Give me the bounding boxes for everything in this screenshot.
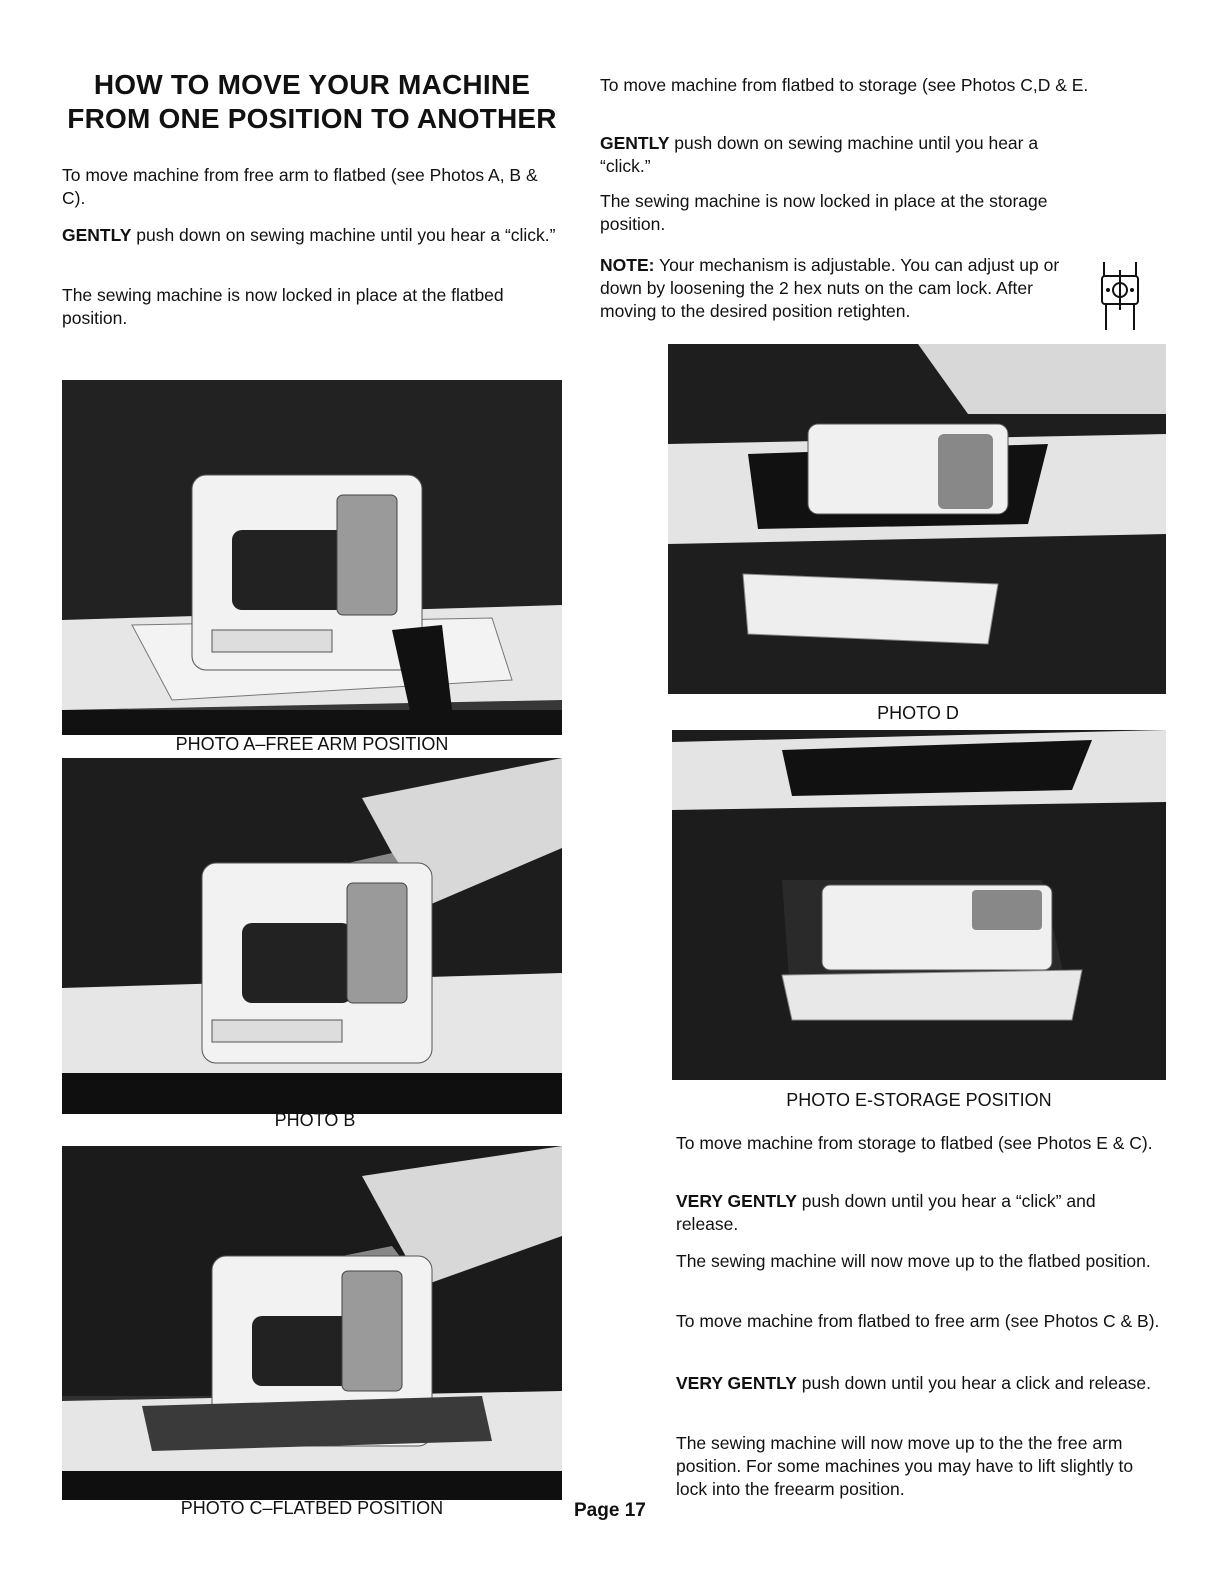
title-line-1: HOW TO MOVE YOUR MACHINE (93, 69, 531, 100)
gently-label: GENTLY (62, 225, 132, 245)
caption-photo-b: PHOTO B (274, 1110, 356, 1130)
right-para-2-text: push down on sewing machine until you hear a “click.” (600, 133, 1039, 176)
caption-photo-a: PHOTO A–FREE ARM POSITION (175, 734, 449, 754)
note-para (600, 254, 1078, 323)
page-number: Page 17 (574, 1500, 646, 1521)
cam-lock-icon (1096, 254, 1144, 334)
note-label: NOTE: (600, 255, 655, 275)
bottom-para-5 (676, 1372, 1162, 1395)
caption-photo-c: PHOTO C–FLATBED POSITION (180, 1498, 444, 1518)
note-text: Your mechanism is adjustable. You can adjust up or down by loosening the 2 hex nuts on the cam lock. After moving to the desired position retighten. (600, 255, 1060, 321)
caption-photo-e: PHOTO E-STORAGE POSITION (786, 1090, 1052, 1110)
page-title (62, 68, 562, 136)
very-gently-label: VERY GENTLY (676, 1373, 797, 1393)
bottom-para-2-text: push down until you hear a “click” and release. (676, 1191, 1096, 1234)
photo-b (62, 758, 562, 1114)
bottom-para-5-text: push down until you hear a click and release. (796, 1373, 1152, 1393)
right-para-2 (600, 132, 1090, 178)
bottom-para-6: The sewing machine will now move up to the the free arm position. For some machines you may have to lift slightly to lock into the freearm position. (676, 1433, 1134, 1499)
photo-d (668, 344, 1166, 694)
gently-label: GENTLY (600, 133, 670, 153)
photo-e (672, 730, 1166, 1080)
bottom-para-1: To move machine from storage to flatbed (see Photos E & C). (676, 1133, 1153, 1153)
bottom-para-2 (676, 1190, 1162, 1236)
left-para-1: To move machine from free arm to flatbed (see Photos A, B & C). (62, 165, 538, 208)
left-para-2-text: push down on sewing machine until you hear a “click.” (131, 225, 556, 245)
left-para-2 (62, 224, 562, 247)
right-para-1: To move machine from flatbed to storage (see Photos C,D & E. (600, 75, 1089, 95)
right-para-3: The sewing machine is now locked in place at the storage position. (600, 191, 1048, 234)
bottom-para-3: The sewing machine will now move up to the flatbed position. (676, 1251, 1151, 1271)
caption-photo-d: PHOTO D (877, 703, 959, 723)
bottom-para-4: To move machine from flatbed to free arm (see Photos C & B). (676, 1311, 1160, 1331)
title-line-2: FROM ONE POSITION TO ANOTHER (67, 103, 557, 134)
photo-a (62, 380, 562, 735)
left-para-3: The sewing machine is now locked in place at the flatbed position. (62, 285, 504, 328)
photo-c (62, 1146, 562, 1500)
very-gently-label: VERY GENTLY (676, 1191, 797, 1211)
